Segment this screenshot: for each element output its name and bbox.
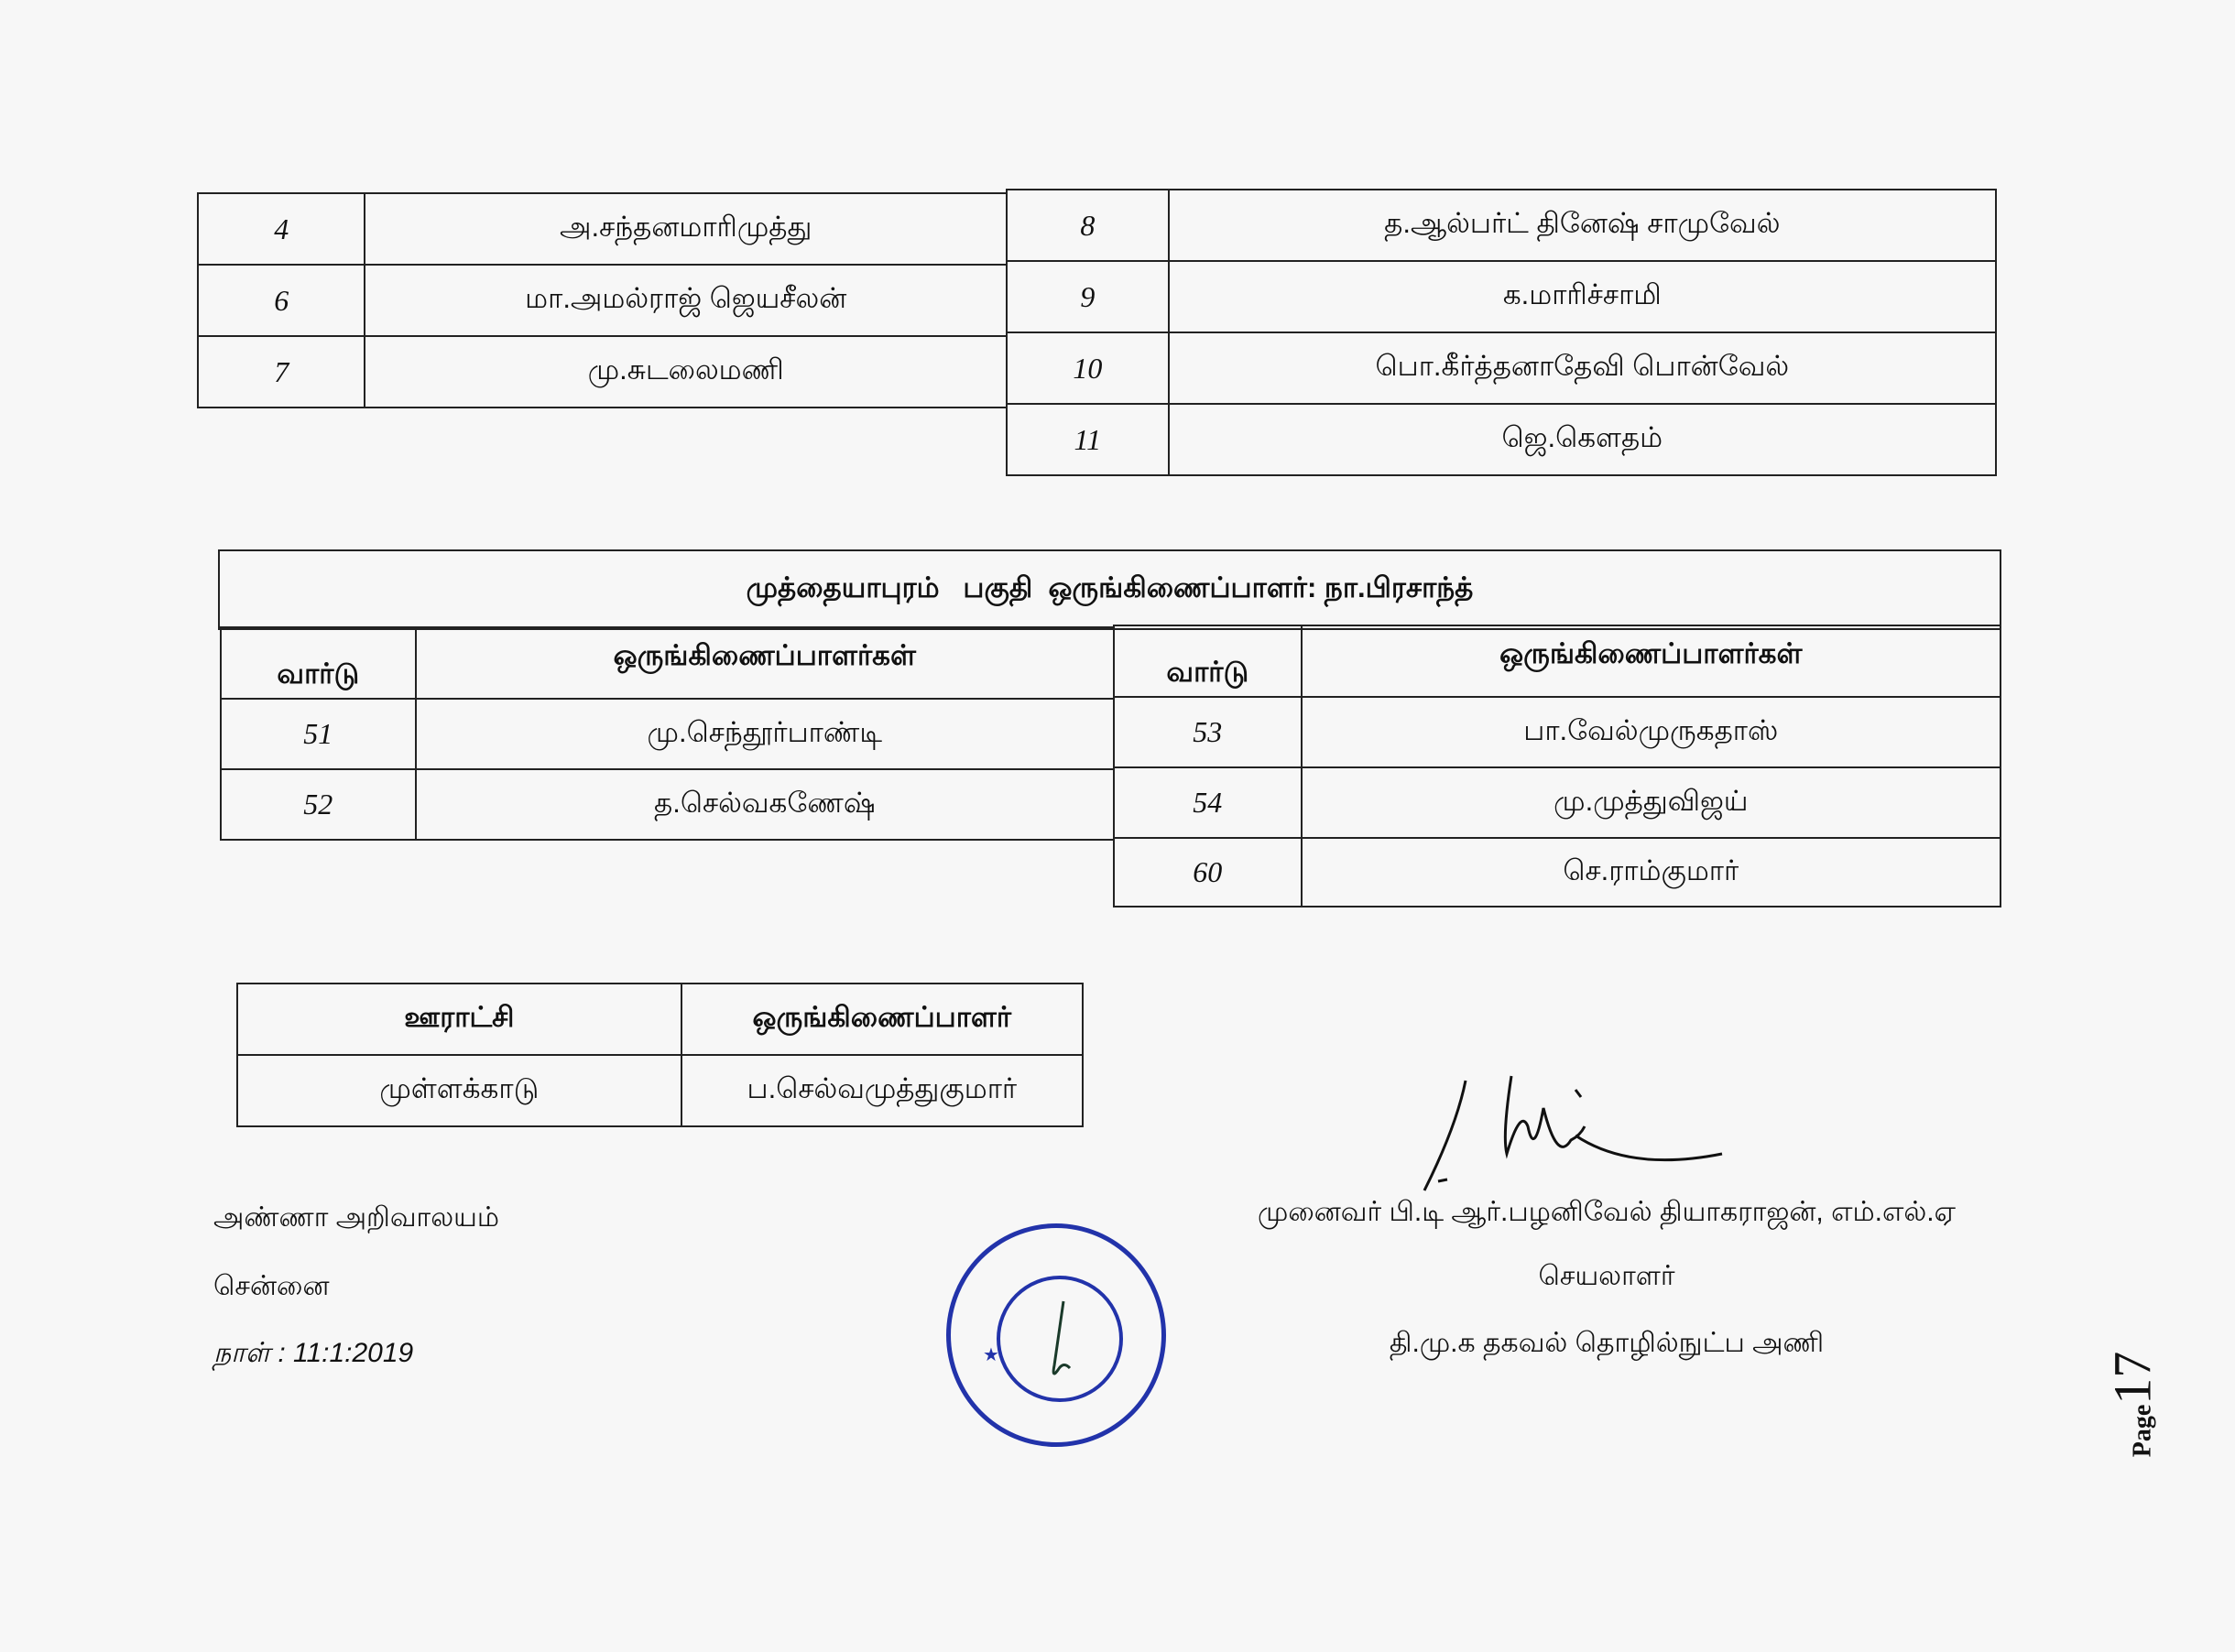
city-name: சென்னை (213, 1271, 330, 1301)
table-row (1114, 838, 2001, 907)
coordinator-name: த.செல்வகணேஷ் (416, 769, 1114, 840)
section-ward-table-right (1113, 625, 2001, 908)
coordinator-name: அ.சந்தனமாரிமுத்து (365, 193, 1007, 265)
coordinator-name: பா.வேல்முருகதாஸ் (1302, 697, 2001, 767)
coordinator-header: ஒருங்கிணைப்பாளர் (681, 984, 1083, 1055)
star-icon: ★ (983, 1345, 999, 1365)
table-row (1007, 190, 1996, 261)
table-row (1007, 261, 1996, 332)
signature-icon (1420, 1071, 1740, 1200)
ward-header: வார்டு (221, 627, 416, 699)
ward-number: 53 (1114, 697, 1302, 767)
ward-number: 60 (1114, 838, 1302, 907)
ward-number: 54 (1114, 767, 1302, 838)
top-ward-table-left (197, 192, 1008, 408)
ward-number: 4 (198, 193, 365, 265)
table-row (1007, 332, 1996, 404)
table-row (1114, 697, 2001, 767)
coordinator-name: மு.முத்துவிஜய் (1302, 767, 2001, 838)
page-number-value: 17 (2102, 1351, 2163, 1405)
panchayat-header: ஊராட்சி (237, 984, 681, 1055)
table-row (1114, 767, 2001, 838)
coordinators-header: ஒருங்கிணைப்பாளர்கள் (416, 627, 1114, 699)
coordinator-name: மு.சுடலைமணி (365, 336, 1007, 408)
section-title-table (218, 549, 2001, 630)
table-header-row (1114, 625, 2001, 697)
page-label: Page (2128, 1404, 2157, 1458)
coordinator-name: பொ.கீர்த்தனாதேவி பொன்வேல் (1169, 332, 1996, 404)
ward-number: 11 (1007, 404, 1169, 475)
table-row (198, 336, 1007, 408)
ward-number: 7 (198, 336, 365, 408)
section-title: முத்தையாபுரம் பகுதி ஒருங்கிணைப்பாளர்: நா.பிரசாந்த் (219, 550, 2001, 629)
table-row (237, 1055, 1083, 1126)
organization-name: தி.மு.க தகவல் தொழில்நுட்ப அணி (1389, 1328, 1825, 1358)
table-row (221, 769, 1114, 840)
table-header-row (221, 627, 1114, 699)
ward-header: வார்டு (1114, 625, 1302, 697)
table-row (221, 699, 1114, 769)
ward-number: 52 (221, 769, 416, 840)
ward-number: 9 (1007, 261, 1169, 332)
coordinator-name: ப.செல்வமுத்துகுமார் (681, 1055, 1083, 1126)
office-name: அண்ணா அறிவாலயம் (213, 1202, 499, 1233)
top-ward-table-right (1006, 189, 1997, 476)
coordinator-name: க.மாரிச்சாமி (1169, 261, 1996, 332)
ward-number: 51 (221, 699, 416, 769)
section-ward-table-left (220, 626, 1115, 841)
table-header-row (237, 984, 1083, 1055)
table-row (198, 265, 1007, 336)
ward-number: 10 (1007, 332, 1169, 404)
panchayat-table (236, 983, 1084, 1127)
seal-signature-icon (946, 1223, 1166, 1447)
date: நாள் : 11:1:2019 (213, 1338, 414, 1368)
ward-number: 8 (1007, 190, 1169, 261)
table-row (198, 193, 1007, 265)
coordinator-name: ஜெ.கௌதம் (1169, 404, 1996, 475)
ward-number: 6 (198, 265, 365, 336)
signatory-title: செயலாளர் (1538, 1261, 1675, 1291)
page-number (2101, 1352, 2163, 1458)
table-row (1007, 404, 1996, 475)
coordinators-header: ஒருங்கிணைப்பாளர்கள் (1302, 625, 2001, 697)
coordinator-name: செ.ராம்குமார் (1302, 838, 2001, 907)
organization-seal (946, 1223, 1166, 1447)
coordinator-name: த.ஆல்பர்ட் தினேஷ் சாமுவேல் (1169, 190, 1996, 261)
coordinator-name: மு.செந்தூர்பாண்டி (416, 699, 1114, 769)
panchayat-name: முள்ளக்காடு (237, 1055, 681, 1126)
signatory-name: முனைவர் பி.டி ஆர்.பழனிவேல் தியாகராஜன், எம்.எல்.ஏ (1258, 1197, 1956, 1227)
coordinator-name: மா.அமல்ராஜ் ஜெயசீலன் (365, 265, 1007, 336)
